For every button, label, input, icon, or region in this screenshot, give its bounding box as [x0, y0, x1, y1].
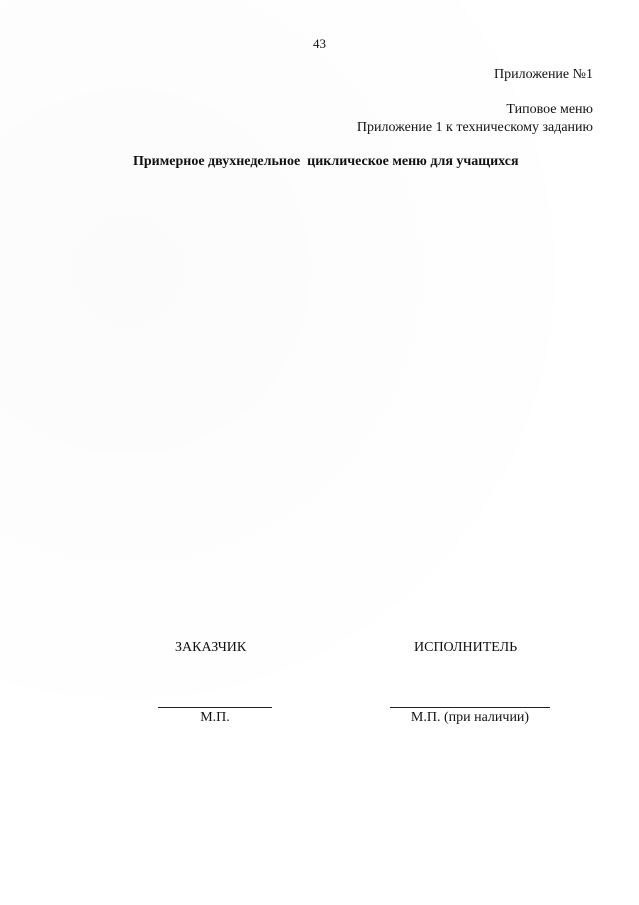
technical-task-appendix-label: Приложение 1 к техническому заданию: [356, 120, 593, 135]
contractor-signature-line: [390, 707, 550, 708]
appendix-number: Приложение №1: [494, 67, 593, 82]
contractor-stamp-label: М.П. (при наличии): [410, 710, 530, 725]
customer-label: ЗАКАЗЧИК: [175, 640, 247, 655]
contractor-label: ИСПОЛНИТЕЛЬ: [414, 640, 518, 655]
customer-stamp-label: М.П.: [200, 710, 230, 725]
document-title: Примерное двухнедельное циклическое меню для учащихся: [133, 154, 519, 169]
customer-signature-line: [158, 707, 272, 708]
page-number: 43: [313, 36, 326, 51]
typical-menu-label: Типовое меню: [506, 102, 593, 117]
